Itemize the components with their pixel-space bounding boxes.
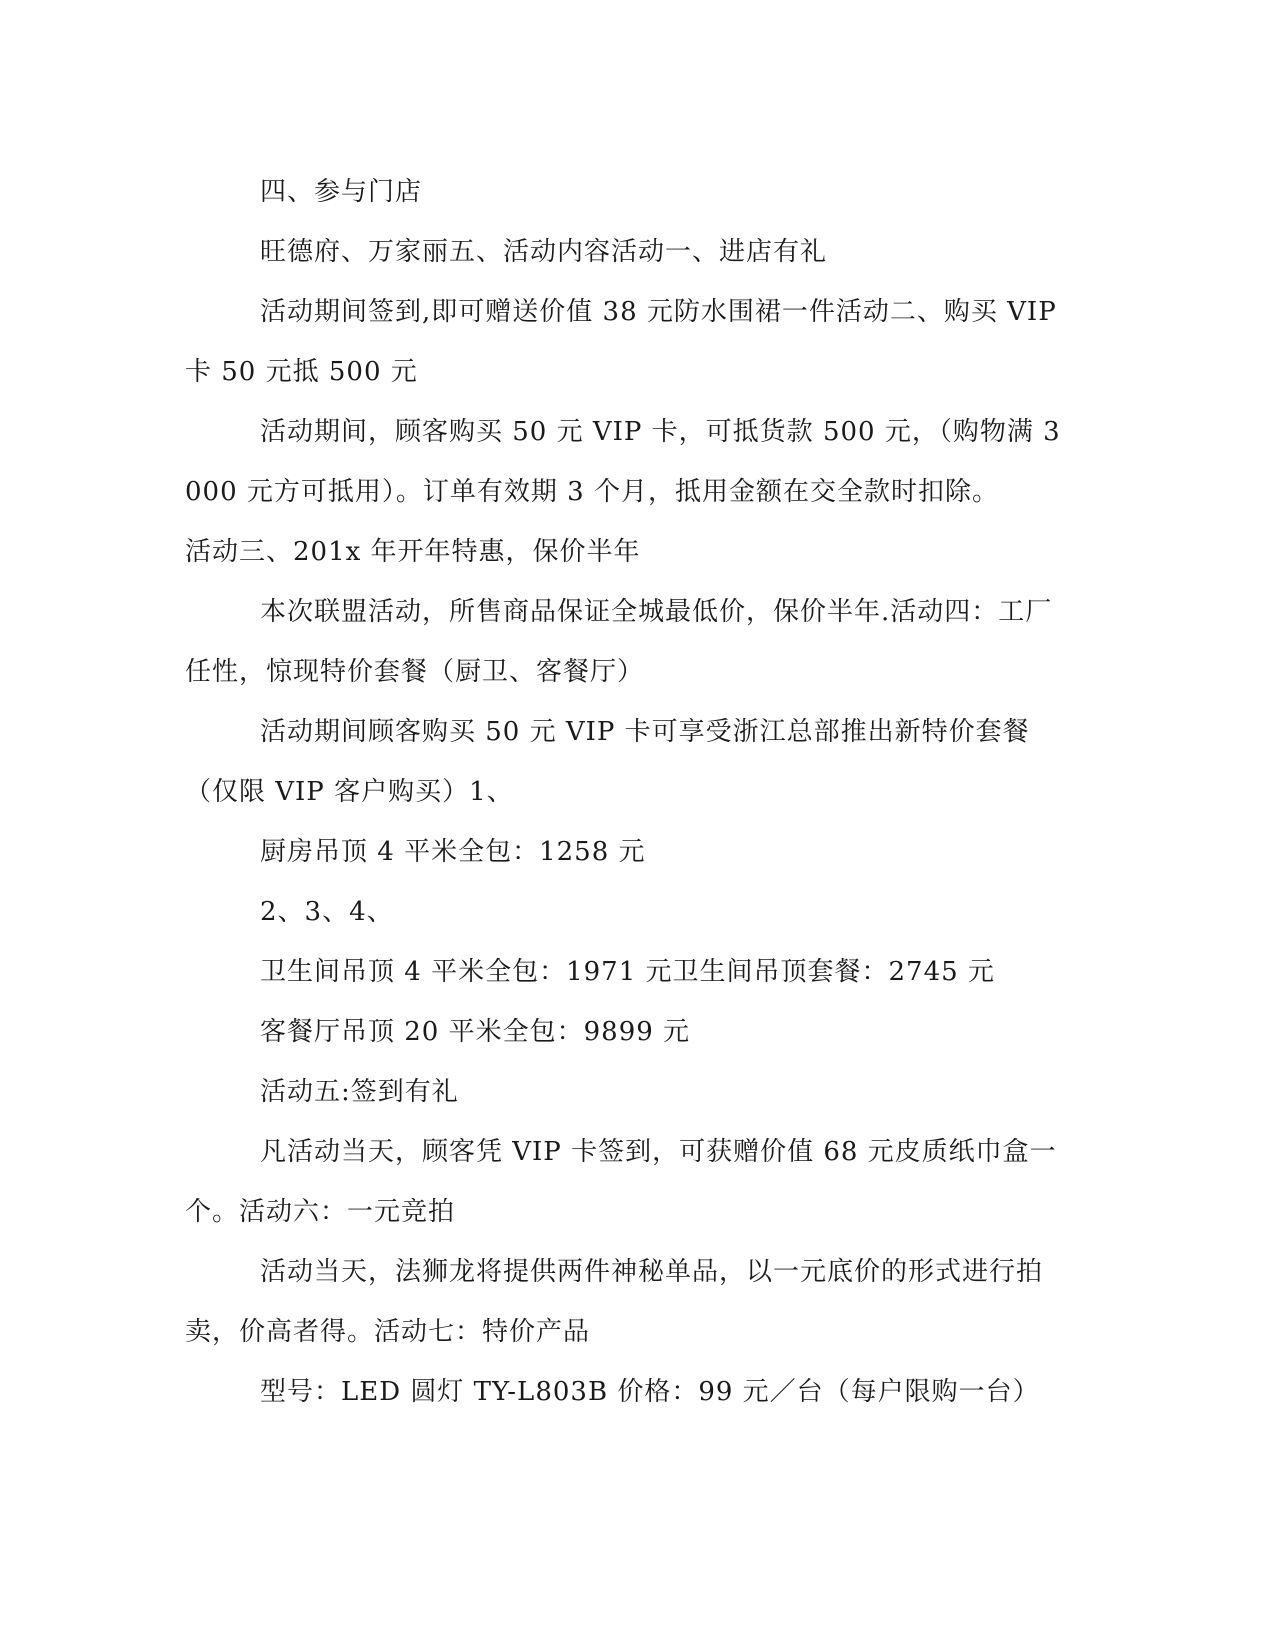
paragraph-activity-2-detail: 活动期间，顾客购买 50 元 VIP 卡，可抵货款 500 元，（购物满 3000 元方可抵用）。订单有效期 3 个月，抵用金额在交全款时扣除。	[185, 417, 1061, 507]
paragraph-package-numbers: 2、3、4、	[260, 897, 394, 927]
paragraph-activity-6-detail: 活动当天，法狮龙将提供两件神秘单品，以一元底价的形式进行拍卖，价高者得。活动七：特价产品	[185, 1257, 1044, 1347]
paragraph-package-bathroom: 卫生间吊顶 4 平米全包：1971 元卫生间吊顶套餐：2745 元	[260, 957, 995, 987]
paragraph-package-living: 客餐厅吊顶 20 平米全包：9899 元	[260, 1017, 691, 1047]
paragraph-package-kitchen: 厨房吊顶 4 平米全包：1258 元	[260, 837, 646, 867]
paragraph-activity-5-detail: 凡活动当天，顾客凭 VIP 卡签到，可获赠价值 68 元皮质纸巾盒一个。活动六：一元竞拍	[185, 1137, 1057, 1227]
paragraph-activity-4-detail: 活动期间顾客购买 50 元 VIP 卡可享受浙江总部推出新特价套餐（仅限 VIP 客户购买）1、	[185, 717, 1030, 807]
paragraph-stores-heading: 四、参与门店	[260, 177, 423, 207]
paragraph-stores-list: 旺德府、万家丽五、活动内容活动一、进店有礼	[260, 237, 828, 267]
paragraph-activity-3-detail: 本次联盟活动，所售商品保证全城最低价，保价半年.活动四：工厂任性，惊现特价套餐（厨卫、客餐厅）	[185, 597, 1053, 687]
paragraph-activity-3-heading: 活动三、201x 年开年特惠，保价半年	[185, 537, 641, 567]
paragraph-activity-5-heading: 活动五:签到有礼	[260, 1077, 459, 1107]
paragraph-activity-7-product: 型号：LED 圆灯 TY-L803B 价格：99 元／台（每户限购一台）	[260, 1377, 1040, 1407]
document-body	[185, 162, 1075, 1422]
paragraph-activity-1: 活动期间签到,即可赠送价值 38 元防水围裙一件活动二、购买 VIP 卡 50 元抵 500 元	[185, 297, 1057, 387]
